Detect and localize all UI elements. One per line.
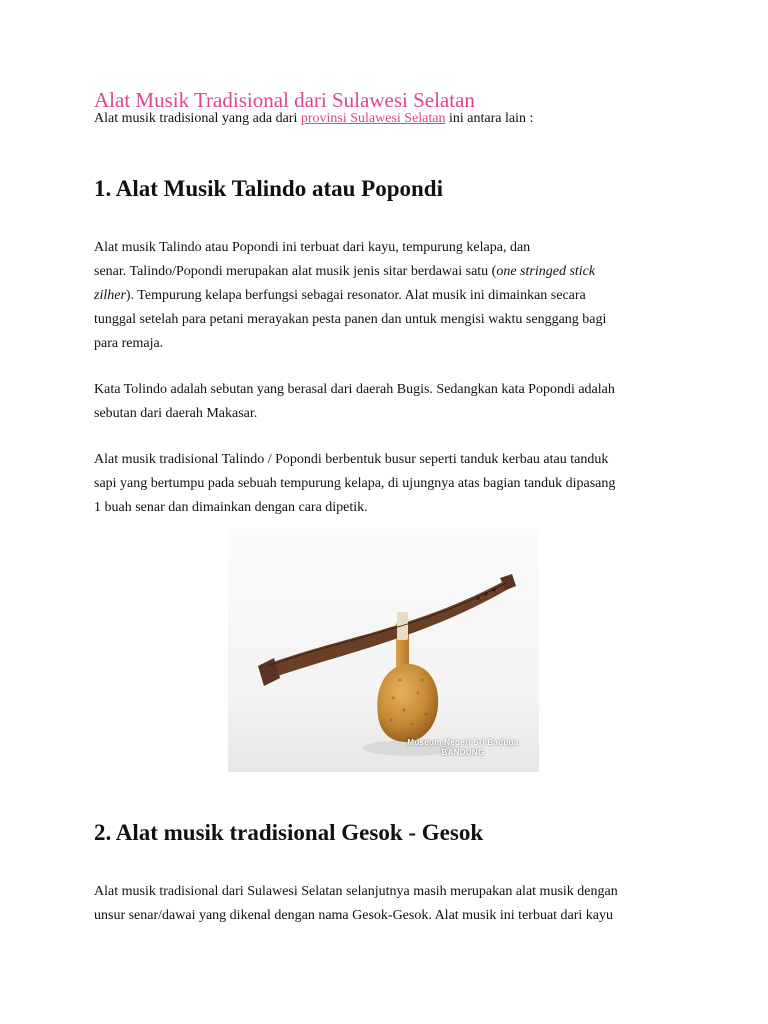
text-fragment: ). Tempurung kelapa berfungsi sebagai resonator. Alat musik ini dimainkan secara [125,288,586,303]
intro-text-before: Alat musik tradisional yang ada dari [94,111,301,126]
text-line: unsur senar/dawai yang dikenal dengan nama Gesok-Gesok. Alat musik ini terbuat dari kayu [94,908,614,923]
text-line: Alat musik tradisional Talindo / Popondi berbentuk busur seperti tanduk kerbau atau tanduk [94,452,609,467]
watermark-city: BANDUNG [441,748,485,757]
wooden-bow [268,580,510,678]
photo-watermark [393,738,533,758]
intro-text-after: ini antara lain : [445,111,534,126]
text-line: sebutan dari daerah Makasar. [94,406,258,421]
italic-term: one stringed stick [496,264,596,279]
coconut-resonator [377,664,438,742]
text-line: Alat musik tradisional dari Sulawesi Selatan selanjutnya masih merupakan alat musik dengan [94,884,618,899]
paragraph-talindo-description [94,236,684,356]
text-line [94,284,684,308]
talindo-instrument-illustration [228,528,539,772]
document-title: Alat Musik Tradisional dari Sulawesi Selatan [94,88,475,112]
section-heading-gesok: 2. Alat musik tradisional Gesok - Gesok [94,820,484,845]
text-line: sapi yang bertumpu pada sebuah tempurung kelapa, di ujungnya atas bagian tanduk dipasang [94,476,616,491]
text-line: Alat musik Talindo atau Popondi ini terbuat dari kayu, tempurung kelapa, dan [94,240,531,255]
paragraph-name-origin [94,378,684,426]
watermark-museum: Museum Negeri Sri Baduga [407,738,519,747]
intro-paragraph [94,111,533,127]
talindo-photo [228,528,539,772]
paragraph-talindo-shape [94,448,684,520]
text-line: para remaja. [94,336,164,351]
text-line [94,260,684,284]
italic-term: zilher [94,288,126,303]
text-line: Kata Tolindo adalah sebutan yang berasal dari daerah Bugis. Sedangkan kata Popondi adalah [94,382,615,397]
bridge [397,612,408,640]
paragraph-gesok-description [94,880,684,928]
text-line: tunggal setelah para petani merayakan pesta panen dan untuk mengisi waktu senggang bagi [94,312,607,327]
section-heading-talindo: 1. Alat Musik Talindo atau Popondi [94,176,443,201]
text-fragment: senar. Talindo/Popondi merupakan alat musik jenis sitar berdawai satu ( [94,264,497,279]
province-link[interactable]: provinsi Sulawesi Selatan [300,111,446,126]
text-line: 1 buah senar dan dimainkan dengan cara dipetik. [94,500,368,515]
